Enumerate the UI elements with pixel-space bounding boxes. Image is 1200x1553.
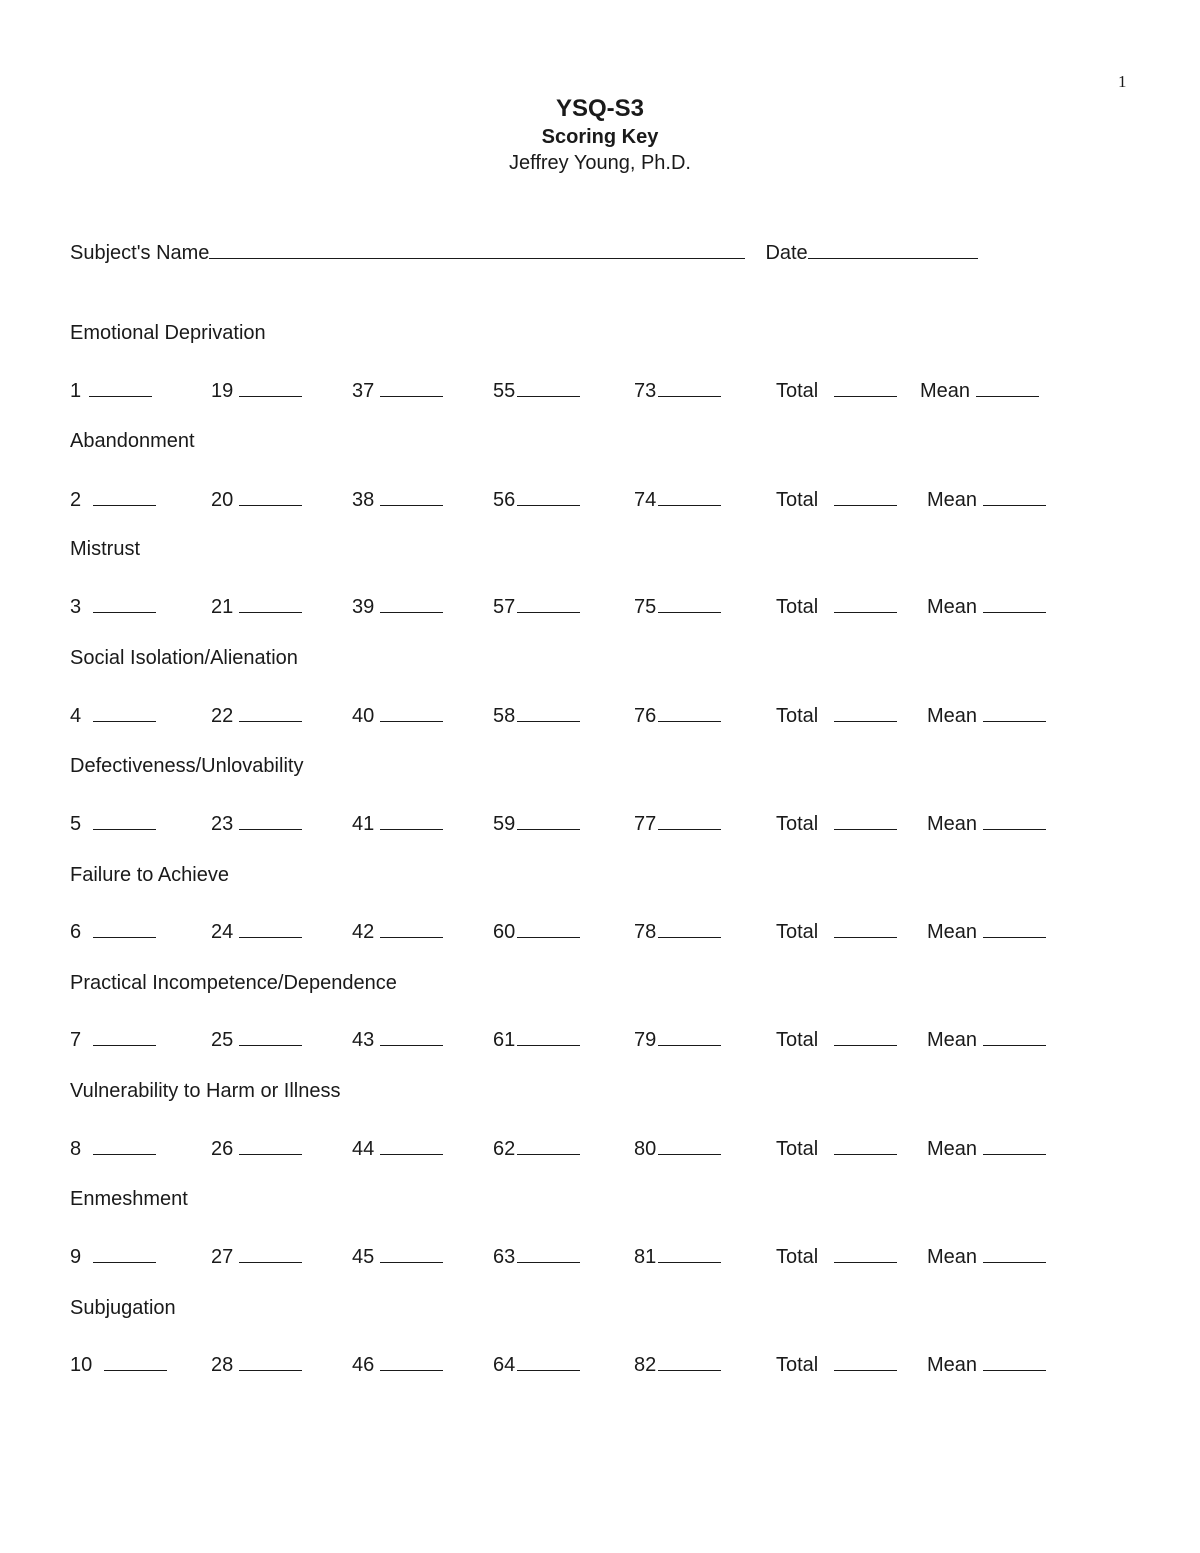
item-score-blank[interactable] [517,1350,580,1371]
item-score-blank[interactable] [517,1242,580,1263]
item-cell [493,1350,580,1377]
item-score-blank[interactable] [658,1025,721,1046]
page-number: 1 [1118,72,1127,91]
item-number: 62 [493,1138,516,1160]
item-cell [211,376,302,403]
item-number: 10 [70,1354,93,1376]
item-cell [211,809,302,836]
document-author: Jeffrey Young, Ph.D. [509,152,691,174]
item-score-blank[interactable] [239,485,302,506]
item-score-blank[interactable] [93,1025,156,1046]
total-score-blank[interactable] [834,1025,897,1046]
item-number: 44 [352,1138,375,1160]
item-cell [493,1134,580,1161]
total-cell [776,1025,897,1052]
item-score-blank[interactable] [239,1025,302,1046]
item-number: 5 [70,813,82,835]
item-score-blank[interactable] [239,917,302,938]
item-score-blank[interactable] [658,917,721,938]
item-score-blank[interactable] [89,376,152,397]
item-cell [70,485,156,512]
item-score-blank[interactable] [239,1242,302,1263]
item-number: 73 [634,380,657,402]
total-score-blank[interactable] [834,1134,897,1155]
total-score-blank[interactable] [834,1242,897,1263]
item-score-blank[interactable] [93,1134,156,1155]
item-cell [634,1242,721,1269]
total-score-blank[interactable] [834,701,897,722]
item-number: 8 [70,1138,82,1160]
item-cell [352,1025,443,1052]
item-score-blank[interactable] [380,1134,443,1155]
item-number: 22 [211,705,234,727]
item-cell [70,701,156,728]
item-cell [211,1242,302,1269]
total-score-blank[interactable] [834,376,897,397]
schema-label: Subjugation [70,1297,176,1319]
item-score-blank[interactable] [380,376,443,397]
total-score-blank[interactable] [834,592,897,613]
item-score-blank[interactable] [380,1025,443,1046]
item-cell [352,701,443,728]
item-cell [70,1242,156,1269]
item-cell [70,1134,156,1161]
total-label: Total [776,1029,819,1051]
item-number: 9 [70,1246,82,1268]
mean-cell [927,1025,1046,1052]
item-cell [634,485,721,512]
item-score-blank[interactable] [658,485,721,506]
date-label: Date [765,242,808,264]
total-cell [776,485,897,512]
mean-label: Mean [927,489,978,511]
score-row [0,809,1200,833]
schema-label: Mistrust [70,538,140,560]
mean-score-blank[interactable] [983,809,1046,830]
document-header [0,94,1200,176]
mean-label: Mean [927,1354,978,1376]
schema-label: Enmeshment [70,1188,188,1210]
item-number: 28 [211,1354,234,1376]
item-number: 45 [352,1246,375,1268]
item-cell [493,809,580,836]
item-score-blank[interactable] [380,592,443,613]
item-score-blank[interactable] [239,592,302,613]
item-number: 6 [70,921,82,943]
item-cell [70,917,156,944]
item-cell [634,809,721,836]
item-number: 59 [493,813,516,835]
score-row [0,1350,1200,1374]
item-cell [211,592,302,619]
mean-cell [927,1350,1046,1377]
item-score-blank[interactable] [517,809,580,830]
item-cell [211,1025,302,1052]
item-score-blank[interactable] [380,1350,443,1371]
item-score-blank[interactable] [517,701,580,722]
item-cell [211,701,302,728]
item-number: 7 [70,1029,82,1051]
score-row [0,701,1200,725]
item-score-blank[interactable] [239,1134,302,1155]
item-number: 78 [634,921,657,943]
mean-cell [920,376,1039,403]
mean-score-blank[interactable] [983,592,1046,613]
item-cell [634,1350,721,1377]
schema-label: Emotional Deprivation [70,322,266,344]
item-number: 81 [634,1246,657,1268]
item-cell [493,592,580,619]
item-score-blank[interactable] [380,701,443,722]
item-number: 24 [211,921,234,943]
mean-label: Mean [927,596,978,618]
item-number: 4 [70,705,82,727]
subject-name-field[interactable] [209,238,745,259]
item-number: 76 [634,705,657,727]
item-number: 40 [352,705,375,727]
item-cell [352,592,443,619]
item-score-blank[interactable] [658,809,721,830]
item-cell [70,809,156,836]
item-cell [493,701,580,728]
document-title: YSQ-S3 [555,95,645,122]
item-cell [493,1025,580,1052]
total-cell [776,1134,897,1161]
subject-info-line [70,238,978,265]
item-score-blank[interactable] [658,376,721,397]
item-number: 58 [493,705,516,727]
item-cell [634,701,721,728]
mean-label: Mean [927,921,978,943]
total-cell [776,592,897,619]
item-score-blank[interactable] [239,701,302,722]
mean-cell [927,917,1046,944]
item-score-blank[interactable] [104,1350,167,1371]
mean-score-blank[interactable] [983,1025,1046,1046]
item-score-blank[interactable] [380,1242,443,1263]
item-cell [352,376,443,403]
item-number: 25 [211,1029,234,1051]
item-score-blank[interactable] [517,1025,580,1046]
item-number: 46 [352,1354,375,1376]
mean-score-blank[interactable] [983,485,1046,506]
item-score-blank[interactable] [93,485,156,506]
item-score-blank[interactable] [517,376,580,397]
item-cell [352,485,443,512]
date-field[interactable] [808,238,978,259]
item-cell [493,917,580,944]
mean-score-blank[interactable] [976,376,1039,397]
item-number: 21 [211,596,234,618]
total-label: Total [776,1246,819,1268]
item-cell [352,1350,443,1377]
score-row [0,376,1200,400]
item-cell [634,1134,721,1161]
item-score-blank[interactable] [93,917,156,938]
item-number: 63 [493,1246,516,1268]
item-number: 1 [70,380,82,402]
schema-label: Practical Incompetence/Dependence [70,972,397,994]
mean-cell [927,701,1046,728]
schema-label: Failure to Achieve [70,864,229,886]
item-number: 79 [634,1029,657,1051]
item-number: 43 [352,1029,375,1051]
item-score-blank[interactable] [658,1350,721,1371]
score-row [0,485,1200,509]
score-row [0,592,1200,616]
mean-label: Mean [927,705,978,727]
item-number: 77 [634,813,657,835]
item-cell [352,1242,443,1269]
mean-label: Mean [920,380,971,402]
schema-label: Defectiveness/Unlovability [70,755,304,777]
item-number: 82 [634,1354,657,1376]
item-score-blank[interactable] [658,701,721,722]
item-cell [70,1350,167,1377]
item-score-blank[interactable] [517,917,580,938]
total-cell [776,701,897,728]
mean-cell [927,592,1046,619]
item-score-blank[interactable] [239,809,302,830]
total-label: Total [776,1138,819,1160]
mean-cell [927,1242,1046,1269]
total-score-blank[interactable] [834,1350,897,1371]
item-cell [634,592,721,619]
item-number: 75 [634,596,657,618]
item-number: 20 [211,489,234,511]
total-cell [776,376,897,403]
item-number: 55 [493,380,516,402]
item-number: 80 [634,1138,657,1160]
item-score-blank[interactable] [517,1134,580,1155]
total-cell [776,809,897,836]
mean-cell [927,485,1046,512]
item-number: 23 [211,813,234,835]
mean-label: Mean [927,1246,978,1268]
mean-score-blank[interactable] [983,701,1046,722]
item-number: 26 [211,1138,234,1160]
total-label: Total [776,705,819,727]
item-cell [352,917,443,944]
item-score-blank[interactable] [658,1134,721,1155]
item-cell [493,376,580,403]
score-row [0,1134,1200,1158]
score-row [0,1242,1200,1266]
item-number: 42 [352,921,375,943]
total-cell [776,1350,897,1377]
item-score-blank[interactable] [658,592,721,613]
item-cell [493,1242,580,1269]
total-label: Total [776,489,819,511]
score-row [0,917,1200,941]
item-cell [211,1134,302,1161]
item-score-blank[interactable] [380,809,443,830]
mean-score-blank[interactable] [983,1134,1046,1155]
schema-label: Social Isolation/Alienation [70,647,298,669]
item-cell [70,592,156,619]
score-row [0,1025,1200,1049]
mean-score-blank[interactable] [983,1350,1046,1371]
item-score-blank[interactable] [517,485,580,506]
item-number: 2 [70,489,82,511]
item-cell [352,1134,443,1161]
item-cell [70,376,152,403]
total-label: Total [776,813,819,835]
item-cell [211,917,302,944]
item-score-blank[interactable] [380,917,443,938]
total-cell [776,1242,897,1269]
mean-label: Mean [927,813,978,835]
total-score-blank[interactable] [834,485,897,506]
item-number: 37 [352,380,375,402]
item-score-blank[interactable] [93,592,156,613]
total-score-blank[interactable] [834,917,897,938]
item-cell [634,1025,721,1052]
item-number: 41 [352,813,375,835]
mean-cell [927,809,1046,836]
item-cell [211,485,302,512]
item-number: 64 [493,1354,516,1376]
item-cell [634,917,721,944]
item-score-blank[interactable] [239,1350,302,1371]
item-number: 57 [493,596,516,618]
subject-name-label: Subject's Name [70,242,210,264]
item-cell [352,809,443,836]
item-score-blank[interactable] [93,701,156,722]
item-number: 39 [352,596,375,618]
mean-score-blank[interactable] [983,917,1046,938]
item-score-blank[interactable] [517,592,580,613]
item-number: 19 [211,380,234,402]
document-subtitle: Scoring Key [541,126,659,148]
total-score-blank[interactable] [834,809,897,830]
mean-cell [927,1134,1046,1161]
total-label: Total [776,380,819,402]
item-number: 61 [493,1029,516,1051]
item-number: 60 [493,921,516,943]
total-cell [776,917,897,944]
mean-label: Mean [927,1029,978,1051]
item-score-blank[interactable] [93,809,156,830]
item-cell [211,1350,302,1377]
item-number: 74 [634,489,657,511]
item-cell [634,376,721,403]
item-number: 3 [70,596,82,618]
item-score-blank[interactable] [380,485,443,506]
item-number: 56 [493,489,516,511]
item-score-blank[interactable] [658,1242,721,1263]
schema-label: Vulnerability to Harm or Illness [70,1080,341,1102]
item-score-blank[interactable] [93,1242,156,1263]
item-cell [493,485,580,512]
total-label: Total [776,596,819,618]
item-cell [70,1025,156,1052]
total-label: Total [776,1354,819,1376]
schema-label: Abandonment [70,430,195,452]
total-label: Total [776,921,819,943]
mean-label: Mean [927,1138,978,1160]
item-number: 38 [352,489,375,511]
item-number: 27 [211,1246,234,1268]
mean-score-blank[interactable] [983,1242,1046,1263]
item-score-blank[interactable] [239,376,302,397]
